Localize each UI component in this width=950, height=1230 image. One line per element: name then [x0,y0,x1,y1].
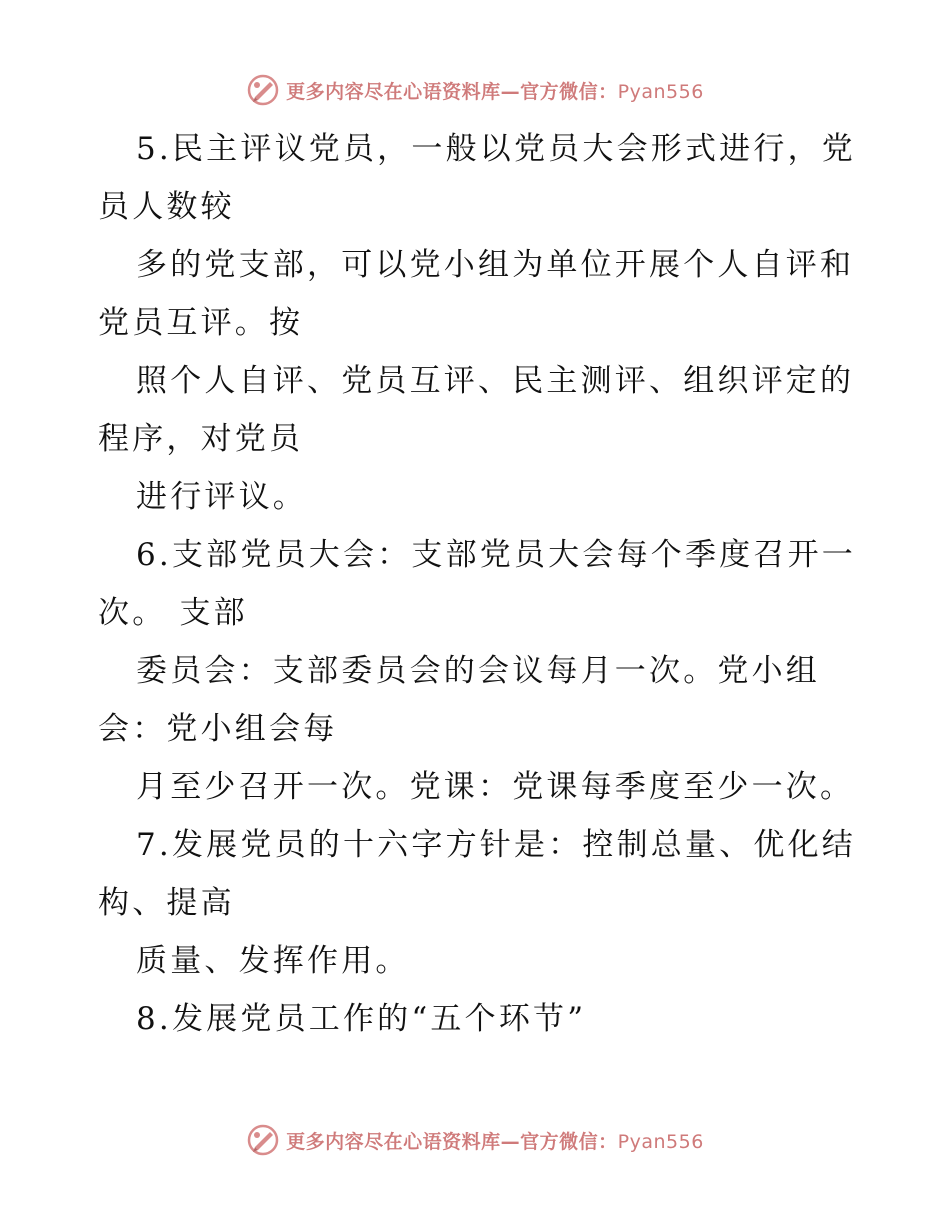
watermark-text: 更多内容尽在心语资料库—官方微信： [286,80,618,103]
text-line: 多的党支部，可以党小组为单位开展个人自评和 [136,247,855,283]
watermark-text: 更多内容尽在心语资料库—官方微信： [286,1130,618,1153]
header-watermark [0,70,950,110]
text-line: 8.发展党员工作的“五个环节” [136,1001,587,1037]
watermark-handle: Pyan556 [617,1130,704,1153]
footer-watermark [0,1120,950,1160]
document-body [98,120,858,1048]
text-line: 进行评议。 [136,479,307,515]
text-line: 党员互评。按 [98,305,304,341]
text-line: 员人数较 [98,189,235,225]
text-line: 次。 支部 [98,595,248,631]
text-line: 照个人自评、党员互评、民主测评、组织评定的 [136,363,855,399]
brand-logo-icon [246,73,280,107]
text-line: 月至少召开一次。党课：党课每季度至少一次。 [136,769,855,805]
text-line: 5.民主评议党员，一般以党员大会形式进行，党 [136,131,856,167]
brand-logo-icon [246,1123,280,1157]
text-line: 7.发展党员的十六字方针是：控制总量、优化结 [136,827,856,863]
text-line: 程序，对党员 [98,421,304,457]
text-line: 质量、发挥作用。 [136,943,410,979]
watermark-handle: Pyan556 [617,80,704,103]
text-line: 委员会：支部委员会的会议每月一次。党小组 [136,653,820,689]
text-line: 6.支部党员大会：支部党员大会每个季度召开一 [136,537,856,573]
text-line: 构、提高 [98,885,235,921]
text-line: 会：党小组会每 [98,711,338,747]
